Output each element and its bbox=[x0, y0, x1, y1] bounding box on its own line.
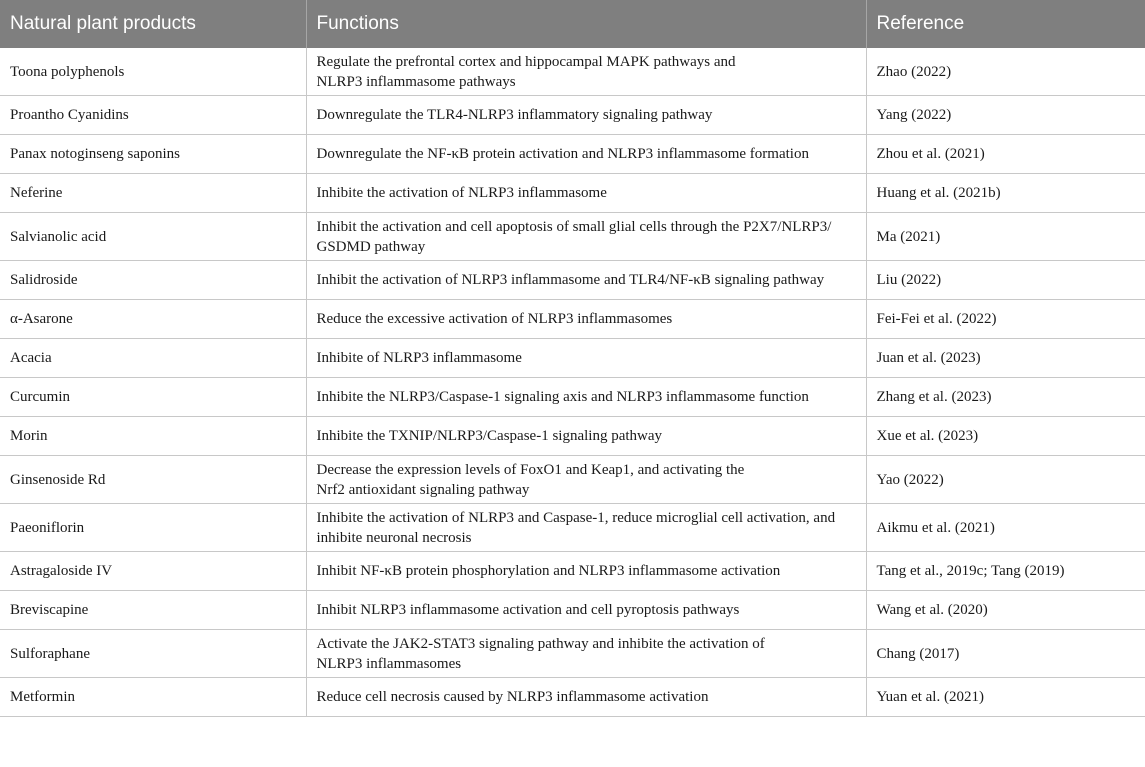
table-row bbox=[0, 456, 1145, 504]
table-row bbox=[0, 174, 1145, 213]
function-line: Inhibit NF-κB protein phosphorylation and NLRP3 inflammasome activation bbox=[316, 563, 781, 579]
function-line: Decrease the expression levels of FoxO1 and Keap1, and activating the bbox=[316, 461, 745, 478]
function-line: Inhibite the activation of NLRP3 inflammasome bbox=[316, 185, 607, 201]
reference-cell: Juan et al. (2023) bbox=[866, 339, 1145, 378]
function-cell bbox=[306, 378, 866, 417]
function-line: Inhibite of NLRP3 inflammasome bbox=[316, 350, 522, 366]
product-cell: Paeoniflorin bbox=[0, 504, 306, 552]
header-row bbox=[0, 0, 1145, 48]
table-row bbox=[0, 96, 1145, 135]
product-cell: Salidroside bbox=[0, 261, 306, 300]
function-cell bbox=[306, 591, 866, 630]
function-line: Inhibite the activation of NLRP3 and Caspase-1, reduce microglial cell activation, and bbox=[316, 509, 836, 526]
product-cell: α-Asarone bbox=[0, 300, 306, 339]
function-line: Reduce cell necrosis caused by NLRP3 inflammasome activation bbox=[316, 689, 709, 705]
function-cell bbox=[306, 213, 866, 261]
function-cell bbox=[306, 456, 866, 504]
function-line: Inhibit NLRP3 inflammasome activation and cell pyroptosis pathways bbox=[316, 602, 740, 618]
header-natural-plant-products: Natural plant products bbox=[0, 0, 306, 48]
reference-cell: Xue et al. (2023) bbox=[866, 417, 1145, 456]
function-line: Inhibite the TXNIP/NLRP3/Caspase-1 signaling pathway bbox=[316, 428, 663, 444]
function-line: Regulate the prefrontal cortex and hippocampal MAPK pathways and bbox=[316, 53, 736, 70]
function-line: NLRP3 inflammasomes bbox=[316, 655, 462, 672]
product-cell: Morin bbox=[0, 417, 306, 456]
table-row bbox=[0, 417, 1145, 456]
reference-cell: Yuan et al. (2021) bbox=[866, 678, 1145, 717]
product-cell: Toona polyphenols bbox=[0, 48, 306, 96]
product-cell: Acacia bbox=[0, 339, 306, 378]
function-cell bbox=[306, 504, 866, 552]
function-cell bbox=[306, 339, 866, 378]
table-header bbox=[0, 0, 1145, 48]
header-functions: Functions bbox=[306, 0, 866, 48]
function-cell bbox=[306, 417, 866, 456]
reference-cell: Chang (2017) bbox=[866, 630, 1145, 678]
product-cell: Salvianolic acid bbox=[0, 213, 306, 261]
reference-cell: Huang et al. (2021b) bbox=[866, 174, 1145, 213]
product-cell: Ginsenoside Rd bbox=[0, 456, 306, 504]
function-line: Inhibit the activation and cell apoptosis of small glial cells through the P2X7/NLRP3/ bbox=[316, 218, 832, 235]
product-cell: Sulforaphane bbox=[0, 630, 306, 678]
reference-cell: Fei-Fei et al. (2022) bbox=[866, 300, 1145, 339]
function-cell bbox=[306, 630, 866, 678]
function-line: Activate the JAK2-STAT3 signaling pathway and inhibite the activation of bbox=[316, 635, 765, 652]
product-cell: Panax notoginseng saponins bbox=[0, 135, 306, 174]
reference-cell: Zhao (2022) bbox=[866, 48, 1145, 96]
product-cell: Metformin bbox=[0, 678, 306, 717]
function-line: NLRP3 inflammasome pathways bbox=[316, 73, 516, 90]
table-row bbox=[0, 378, 1145, 417]
function-line: GSDMD pathway bbox=[316, 238, 426, 255]
reference-cell: Zhou et al. (2021) bbox=[866, 135, 1145, 174]
table-row bbox=[0, 213, 1145, 261]
function-line: Downregulate the NF-κB protein activation and NLRP3 inflammasome formation bbox=[316, 146, 809, 162]
table-row bbox=[0, 261, 1145, 300]
table-row bbox=[0, 48, 1145, 96]
function-cell bbox=[306, 135, 866, 174]
product-cell: Neferine bbox=[0, 174, 306, 213]
function-line: inhibite neuronal necrosis bbox=[316, 529, 472, 546]
table-row bbox=[0, 678, 1145, 717]
function-line: Nrf2 antioxidant signaling pathway bbox=[316, 481, 530, 498]
reference-cell: Ma (2021) bbox=[866, 213, 1145, 261]
function-line: Inhibite the NLRP3/Caspase-1 signaling axis and NLRP3 inflammasome function bbox=[316, 389, 809, 405]
table-row bbox=[0, 630, 1145, 678]
function-cell bbox=[306, 552, 866, 591]
function-cell bbox=[306, 48, 866, 96]
product-cell: Curcumin bbox=[0, 378, 306, 417]
reference-cell: Tang et al., 2019c; Tang (2019) bbox=[866, 552, 1145, 591]
table-row bbox=[0, 135, 1145, 174]
reference-cell: Wang et al. (2020) bbox=[866, 591, 1145, 630]
product-cell: Breviscapine bbox=[0, 591, 306, 630]
product-cell: Proantho Cyanidins bbox=[0, 96, 306, 135]
function-line: Downregulate the TLR4-NLRP3 inflammatory signaling pathway bbox=[316, 107, 713, 123]
function-line: Reduce the excessive activation of NLRP3 inflammasomes bbox=[316, 311, 673, 327]
product-cell: Astragaloside IV bbox=[0, 552, 306, 591]
function-cell bbox=[306, 96, 866, 135]
table-body bbox=[0, 48, 1145, 717]
function-cell bbox=[306, 261, 866, 300]
table-row bbox=[0, 339, 1145, 378]
reference-cell: Yao (2022) bbox=[866, 456, 1145, 504]
table-row bbox=[0, 591, 1145, 630]
table-row bbox=[0, 504, 1145, 552]
header-reference: Reference bbox=[866, 0, 1145, 48]
function-cell bbox=[306, 174, 866, 213]
reference-cell: Aikmu et al. (2021) bbox=[866, 504, 1145, 552]
table-row bbox=[0, 300, 1145, 339]
reference-cell: Zhang et al. (2023) bbox=[866, 378, 1145, 417]
table-row bbox=[0, 552, 1145, 591]
function-cell bbox=[306, 300, 866, 339]
reference-cell: Liu (2022) bbox=[866, 261, 1145, 300]
function-line: Inhibit the activation of NLRP3 inflammasome and TLR4/NF-κB signaling pathway bbox=[316, 272, 825, 288]
reference-cell: Yang (2022) bbox=[866, 96, 1145, 135]
function-cell bbox=[306, 678, 866, 717]
